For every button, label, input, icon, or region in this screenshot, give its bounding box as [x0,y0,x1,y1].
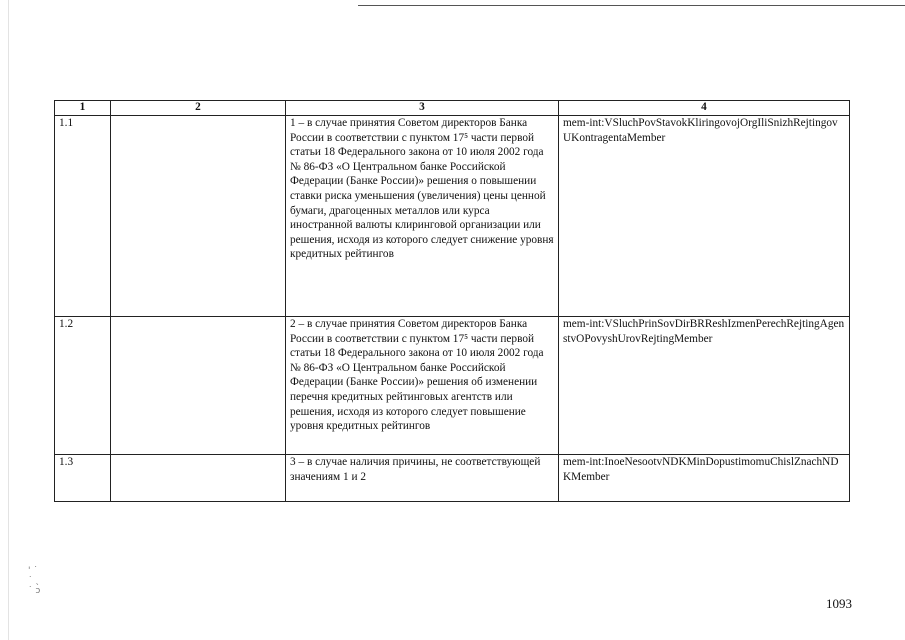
page-number: 1093 [826,596,852,611]
row-number: 1.3 [55,455,111,502]
row-member-code: mem-int:VSluchPrinSovDirBRReshIzmenPerechRejtingAgenstvOPovyshUrovRejtingMember [559,317,850,455]
table-row [55,116,850,317]
row-col2 [111,317,286,455]
header-col-3: 3 [286,101,559,116]
row-description: 1 – в случае принятия Советом директоров Банка России в соответствии с пунктом 17⁵ части первой статьи 18 Федерального закона от 10 июля 2002 года № 86-ФЗ «О Центральном банке Российской Федерации (Банке России)» решения о повышении ставки риска уменьшения (увеличения) цены ценной бумаги, драгоценных металлов или курса иностранной валюты клиринговой организации или решения, исходя из которого следует снижение уровня кредитных рейтингов [286,116,559,317]
table-row [55,455,850,502]
row-member-code: mem-int:VSluchPovStavokKliringovojOrgIliSnizhRejtingovUKontragentaMember [559,116,850,317]
row-col2 [111,116,286,317]
row-number: 1.1 [55,116,111,317]
header-col-4: 4 [559,101,850,116]
table-header-row [55,101,850,116]
header-col-2: 2 [111,101,286,116]
row-description: 2 – в случае принятия Советом директоров Банка России в соответствии с пунктом 17⁵ части первой статьи 18 Федерального закона от 10 июля 2002 года № 86-ФЗ «О Центральном банке Российской Федерации (Банке России)» решения об изменении перечня кредитных рейтинговых агентств или решения, исходя из которого следует повышение уровня кредитных рейтингов [286,317,559,455]
scan-edge-top [358,5,905,6]
row-description: 3 – в случае наличия причины, не соответствующей значениям 1 и 2 [286,455,559,502]
scan-edge-left [8,0,9,640]
table-row [55,317,850,455]
row-number: 1.2 [55,317,111,455]
scan-specks: ' ˙ ˙ ˎ ˙ ͻ [28,566,41,596]
row-col2 [111,455,286,502]
data-table [54,100,850,502]
header-col-1: 1 [55,101,111,116]
row-member-code: mem-int:InoeNesootvNDKMinDopustimomuChislZnachNDKMember [559,455,850,502]
